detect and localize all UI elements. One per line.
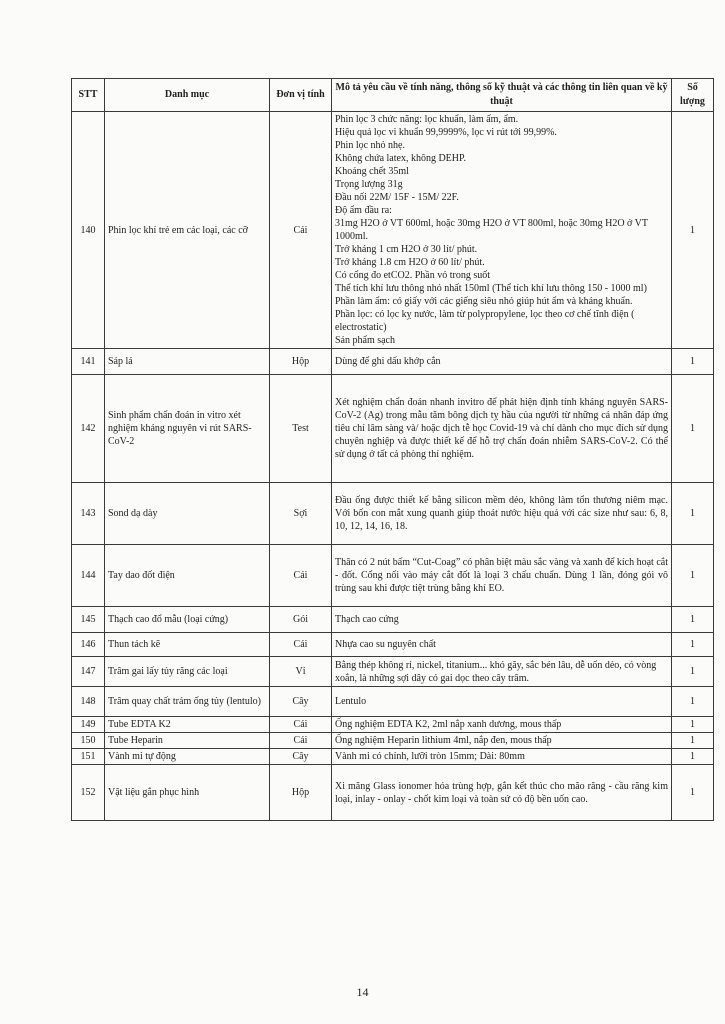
desc-line: Đầu nối 22M/ 15F - 15M/ 22F. <box>335 192 459 203</box>
row-unit: Hộp <box>270 765 332 821</box>
row-quantity: 1 <box>672 765 714 821</box>
row-unit: Cái <box>270 545 332 607</box>
desc-line: Hiệu quả lọc vi khuẩn 99,9999%, lọc vi rút tới 99,99%. <box>335 127 557 138</box>
table-row <box>72 375 714 483</box>
row-unit: Sợi <box>270 483 332 545</box>
header-stt: STT <box>72 79 105 112</box>
row-description: Vành mi có chỉnh, lưỡi tròn 15mm; Dài: 80mm <box>332 749 672 765</box>
header-quantity: Số lượng <box>672 79 714 112</box>
row-quantity: 1 <box>672 687 714 717</box>
table-row <box>72 687 714 717</box>
row-quantity: 1 <box>672 375 714 483</box>
table-row <box>72 633 714 657</box>
desc-line: Phin lọc nhỏ nhẹ. <box>335 140 405 151</box>
desc-line: Phần lọc: có lọc kỵ nước, làm từ polypropylene, lọc theo cơ chế tĩnh điện ( electrostatic) <box>335 309 635 333</box>
row-description: Thân có 2 nút bấm “Cut-Coag” có phân biệt màu sắc vàng và xanh để kích hoạt cắt - đốt. Cổng nối vào máy cắt đốt là loại 3 chấu chuẩn. Dùng 1 lần, đóng gói vô trùng sau khi được tiệt trùng bằng khí EO. <box>332 545 672 607</box>
desc-line: Phần làm ẩm: có giấy với các giếng siêu nhỏ giúp hút ẩm và kháng khuẩn. <box>335 296 633 307</box>
table-row <box>72 349 714 375</box>
row-unit: Hộp <box>270 349 332 375</box>
row-description: Đầu ống được thiết kế bằng silicon mềm dẻo, không làm tổn thương niêm mạc. Với bốn con mắt xung quanh giúp thoát nước hiệu quả với các size như sau: 6, 8, 10, 12, 14, 16, 18. <box>332 483 672 545</box>
row-stt: 142 <box>72 375 105 483</box>
row-unit: Vỉ <box>270 657 332 687</box>
row-stt: 140 <box>72 112 105 349</box>
row-stt: 145 <box>72 607 105 633</box>
page-number: 14 <box>356 985 369 999</box>
desc-line: Thể tích khí lưu thông nhỏ nhất 150ml (Thể tích khí lưu thông 150 - 1000 ml) <box>335 283 647 294</box>
row-quantity: 1 <box>672 717 714 733</box>
desc-line: Trở kháng 1.8 cm H2O ở 60 lít/ phút. <box>335 257 485 268</box>
row-unit: Cái <box>270 112 332 349</box>
row-stt: 150 <box>72 733 105 749</box>
header-unit: Đơn vị tính <box>270 79 332 112</box>
table-row <box>72 657 714 687</box>
row-description: Ống nghiệm EDTA K2, 2ml nắp xanh dương, mous thấp <box>332 717 672 733</box>
table-header-row <box>72 79 714 112</box>
row-quantity: 1 <box>672 483 714 545</box>
row-stt: 146 <box>72 633 105 657</box>
desc-line: Có cổng đo etCO2. Phần vỏ trong suốt <box>335 270 490 281</box>
table-row <box>72 733 714 749</box>
row-unit: Cây <box>270 687 332 717</box>
row-description: Lentulo <box>332 687 672 717</box>
row-description: Dùng để ghi dấu khớp cắn <box>332 349 672 375</box>
row-name: Trâm gai lấy tủy răng các loại <box>105 657 270 687</box>
row-stt: 151 <box>72 749 105 765</box>
row-quantity: 1 <box>672 545 714 607</box>
desc-line: Sản phẩm sạch <box>335 335 395 346</box>
table-row <box>72 765 714 821</box>
row-description: Xét nghiệm chẩn đoán nhanh invitro để phát hiện định tính kháng nguyên SARS-CoV-2 (Ag) trong mẫu tăm bông dịch tỵ hầu của người từ những cá nhân đáp ứng tiêu chí lâm sàng và/ hoặc dịch tễ học Covid-19 và chỉ dành cho mục đích sử dụng chuyên nghiệp và được thiết kế để hỗ trợ chẩn đoán nhiễm SARS-CoV-2. Có thể sử dụng ở tất cả phòng thí nghiệm. <box>332 375 672 483</box>
table-row <box>72 749 714 765</box>
table-row <box>72 717 714 733</box>
row-unit: Cái <box>270 733 332 749</box>
row-description: Bằng thép không rỉ, nickel, titanium... khó gãy, sắc bén lâu, dễ uốn dẻo, có vòng xoắn, là những sợi dây có gai dọc theo cây trâm. <box>332 657 672 687</box>
row-stt: 152 <box>72 765 105 821</box>
desc-line: Trọng lượng 31g <box>335 179 403 190</box>
row-quantity: 1 <box>672 657 714 687</box>
table-row <box>72 607 714 633</box>
row-name: Trâm quay chất trám ống tủy (lentulo) <box>105 687 270 717</box>
row-unit: Gói <box>270 607 332 633</box>
row-name: Thun tách kẽ <box>105 633 270 657</box>
row-name: Phin lọc khí trẻ em các loại, các cỡ <box>105 112 270 349</box>
table-row <box>72 483 714 545</box>
desc-line: Không chứa latex, không DEHP. <box>335 153 466 164</box>
row-stt: 148 <box>72 687 105 717</box>
equipment-spec-table <box>71 78 714 821</box>
row-unit: Cái <box>270 717 332 733</box>
row-name: Sond dạ dày <box>105 483 270 545</box>
desc-line: Khoảng chết 35ml <box>335 166 409 177</box>
row-quantity: 1 <box>672 749 714 765</box>
row-name: Tube EDTA K2 <box>105 717 270 733</box>
row-quantity: 1 <box>672 733 714 749</box>
row-description: Thạch cao cứng <box>332 607 672 633</box>
row-name: Tube Heparin <box>105 733 270 749</box>
row-quantity: 1 <box>672 349 714 375</box>
desc-line: Độ ẩm đầu ra: <box>335 205 392 216</box>
row-name: Vật liệu gắn phục hình <box>105 765 270 821</box>
row-description: Xi măng Glass ionomer hóa trùng hợp, gắn kết thúc cho mão răng - cầu răng kim loại, inlay - onlay - chốt kim loại và toàn sứ có độ bền uốn cao. <box>332 765 672 821</box>
table-row <box>72 545 714 607</box>
row-unit: Cây <box>270 749 332 765</box>
row-unit: Cái <box>270 633 332 657</box>
row-name: Thạch cao đổ mẫu (loại cứng) <box>105 607 270 633</box>
row-quantity: 1 <box>672 607 714 633</box>
row-description <box>332 112 672 349</box>
row-name: Sinh phẩm chẩn đoán in vitro xét nghiệm kháng nguyên vi rút SARS-CoV-2 <box>105 375 270 483</box>
desc-line: Trở kháng 1 cm H2O ở 30 lít/ phút. <box>335 244 478 255</box>
desc-line: Phin lọc 3 chức năng: lọc khuẩn, làm ấm, ẩm. <box>335 114 519 125</box>
row-name: Sáp lá <box>105 349 270 375</box>
desc-line: 31mg H2O ở VT 600ml, hoặc 30mg H2O ở VT 800ml, hoặc 30mg H2O ở VT 1000ml. <box>335 218 648 242</box>
row-name: Vành mi tự động <box>105 749 270 765</box>
row-name: Tay dao đốt điện <box>105 545 270 607</box>
row-description: Nhựa cao su nguyên chất <box>332 633 672 657</box>
header-description: Mô tả yêu cầu về tính năng, thông số kỹ thuật và các thông tin liên quan về kỹ thuật <box>332 79 672 112</box>
row-quantity: 1 <box>672 633 714 657</box>
row-stt: 144 <box>72 545 105 607</box>
table-row <box>72 112 714 349</box>
row-quantity: 1 <box>672 112 714 349</box>
row-description: Ống nghiệm Heparin lithium 4ml, nắp đen, mous thấp <box>332 733 672 749</box>
row-stt: 143 <box>72 483 105 545</box>
row-stt: 149 <box>72 717 105 733</box>
header-name: Danh mục <box>105 79 270 112</box>
row-unit: Test <box>270 375 332 483</box>
row-stt: 147 <box>72 657 105 687</box>
row-stt: 141 <box>72 349 105 375</box>
